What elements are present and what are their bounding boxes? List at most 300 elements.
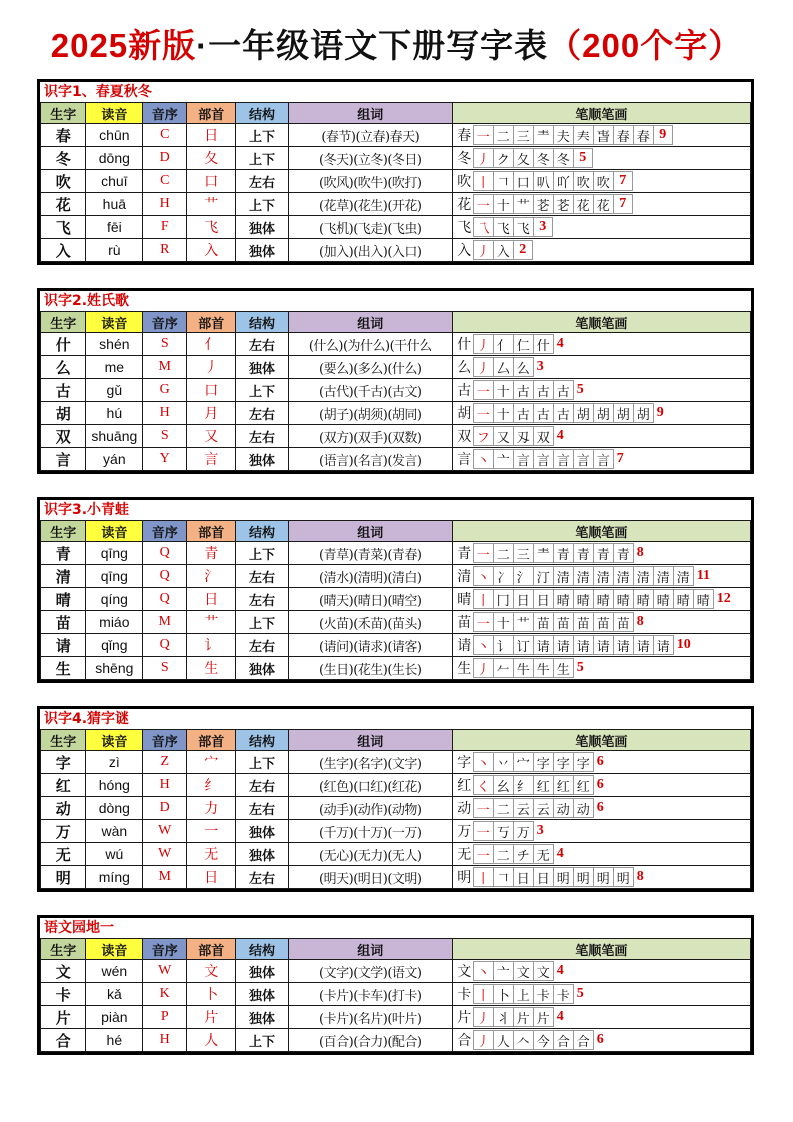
stroke-count: 9 xyxy=(653,125,673,145)
initial-cell: M xyxy=(143,866,187,889)
initial-cell: H xyxy=(143,402,187,425)
stroke-cell xyxy=(452,588,750,611)
table-row xyxy=(41,333,751,356)
table-row xyxy=(41,124,751,147)
stroke-cell xyxy=(452,797,750,820)
structure-cell: 独体 xyxy=(236,843,289,866)
initial-cell: Z xyxy=(143,751,187,774)
stroke-count: 4 xyxy=(556,846,564,861)
stroke-lead-char: 生 xyxy=(457,661,472,677)
stroke-step-box: 言 xyxy=(513,449,534,469)
stroke-step-box: 请 xyxy=(633,635,654,655)
initial-cell: R xyxy=(143,239,187,262)
structure-cell: 左右 xyxy=(236,774,289,797)
stroke-cell xyxy=(452,333,750,356)
char-cell: 么 xyxy=(41,356,86,379)
stroke-step-box: 清 xyxy=(613,566,634,586)
column-header-pinyin: 读音 xyxy=(86,730,143,751)
stroke-step-box: 云 xyxy=(533,798,554,818)
section-title: 识字4.猜字谜 xyxy=(44,711,130,727)
words-cell: (加入)(出入)(入口) xyxy=(288,239,452,262)
column-header-radical: 部首 xyxy=(187,939,236,960)
pinyin-cell: míng xyxy=(86,866,143,889)
initial-cell: H xyxy=(143,193,187,216)
stroke-step-box: 芲 xyxy=(553,194,574,214)
stroke-step-box: 日 xyxy=(533,867,554,887)
stroke-step-box: 么 xyxy=(513,357,534,377)
stroke-step-box: 红 xyxy=(553,775,574,795)
table-row xyxy=(41,657,751,680)
section-card xyxy=(37,497,754,683)
header-row xyxy=(41,730,751,751)
structure-cell: 上下 xyxy=(236,751,289,774)
character-table xyxy=(40,311,751,471)
stroke-step-box: 冫 xyxy=(493,566,514,586)
stroke-lead-char: 言 xyxy=(457,452,472,468)
stroke-step-box: 上 xyxy=(513,984,534,1004)
pinyin-cell: rù xyxy=(86,239,143,262)
table-row xyxy=(41,751,751,774)
table-row xyxy=(41,356,751,379)
section-card xyxy=(37,79,754,265)
table-row xyxy=(41,797,751,820)
column-header-initial: 音序 xyxy=(143,312,187,333)
stroke-step-box: 丿 xyxy=(473,334,494,354)
radical-cell: 艹 xyxy=(187,193,236,216)
radical-cell: 口 xyxy=(187,379,236,402)
radical-cell: 日 xyxy=(187,124,236,147)
column-header-char: 生字 xyxy=(41,103,86,124)
stroke-step-box: 龶 xyxy=(533,543,554,563)
column-header-initial: 音序 xyxy=(143,103,187,124)
stroke-lead-char: 无 xyxy=(457,847,472,863)
stroke-count: 2 xyxy=(513,240,533,260)
pinyin-cell: dòng xyxy=(86,797,143,820)
stroke-lead-char: 合 xyxy=(457,1033,472,1049)
stroke-step-box: 冂 xyxy=(493,589,514,609)
stroke-step-box: 请 xyxy=(533,635,554,655)
header-row xyxy=(41,103,751,124)
stroke-lead-char: 双 xyxy=(457,429,472,445)
words-cell: (胡子)(胡须)(胡同) xyxy=(288,402,452,425)
stroke-lead-char: 字 xyxy=(457,755,472,771)
stroke-step-box: 卡 xyxy=(533,984,554,1004)
stroke-step-box: 春 xyxy=(633,125,654,145)
section-card xyxy=(37,915,754,1055)
structure-cell: 左右 xyxy=(236,333,289,356)
table-row xyxy=(41,1029,751,1052)
words-cell: (古代)(千古)(古文) xyxy=(288,379,452,402)
stroke-step-box: 𡗗 xyxy=(573,125,594,145)
stroke-step-box: 动 xyxy=(553,798,574,818)
structure-cell: 左右 xyxy=(236,565,289,588)
stroke-step-box: 青 xyxy=(593,543,614,563)
stroke-step-box: 红 xyxy=(533,775,554,795)
stroke-step-box: 丨 xyxy=(473,984,494,1004)
table-row xyxy=(41,542,751,565)
stroke-step-box: 丶 xyxy=(473,961,494,981)
stroke-lead-char: 花 xyxy=(457,197,472,213)
stroke-step-box: 亠 xyxy=(493,961,514,981)
char-cell: 无 xyxy=(41,843,86,866)
char-cell: 卡 xyxy=(41,983,86,1006)
stroke-step-box: 片 xyxy=(533,1007,554,1027)
words-cell: (无心)(无力)(无人) xyxy=(288,843,452,866)
stroke-lead-char: 苗 xyxy=(457,615,472,631)
stroke-step-box: 请 xyxy=(613,635,634,655)
section-card xyxy=(37,706,754,892)
table-row xyxy=(41,634,751,657)
stroke-step-box: 十 xyxy=(493,403,514,423)
stroke-step-box: 冬 xyxy=(533,148,554,168)
radical-cell: 纟 xyxy=(187,774,236,797)
stroke-step-box: フ xyxy=(473,426,494,446)
character-table xyxy=(40,520,751,680)
pinyin-cell: qīng xyxy=(86,542,143,565)
stroke-step-box: 言 xyxy=(533,449,554,469)
column-header-structure: 结构 xyxy=(236,521,289,542)
words-cell: (冬天)(立冬)(冬日) xyxy=(288,147,452,170)
stroke-step-box: 一 xyxy=(473,380,494,400)
radical-cell: 氵 xyxy=(187,565,236,588)
stroke-step-box: 苗 xyxy=(533,612,554,632)
initial-cell: K xyxy=(143,983,187,1006)
character-table xyxy=(40,938,751,1052)
char-cell: 苗 xyxy=(41,611,86,634)
char-cell: 片 xyxy=(41,1006,86,1029)
stroke-count: 5 xyxy=(573,148,593,168)
pinyin-cell: fēi xyxy=(86,216,143,239)
table-row xyxy=(41,843,751,866)
stroke-step-box: 三 xyxy=(513,125,534,145)
stroke-step-box: 丿 xyxy=(473,240,494,260)
stroke-count: 8 xyxy=(636,614,644,629)
char-cell: 动 xyxy=(41,797,86,820)
stroke-cell xyxy=(452,402,750,425)
table-row xyxy=(41,170,751,193)
stroke-count: 8 xyxy=(636,545,644,560)
stroke-step-box: 日 xyxy=(513,589,534,609)
words-cell: (生字)(名字)(文字) xyxy=(288,751,452,774)
stroke-step-box: 丿 xyxy=(473,658,494,678)
table-row xyxy=(41,239,751,262)
stroke-step-box: 字 xyxy=(573,752,594,772)
stroke-step-box: 一 xyxy=(473,543,494,563)
column-header-words: 组词 xyxy=(288,521,452,542)
words-cell: (双方)(双手)(双数) xyxy=(288,425,452,448)
char-cell: 春 xyxy=(41,124,86,147)
stroke-step-box: 芲 xyxy=(533,194,554,214)
pinyin-cell: dōng xyxy=(86,147,143,170)
stroke-step-box: 艹 xyxy=(513,612,534,632)
column-header-pinyin: 读音 xyxy=(86,103,143,124)
column-header-char: 生字 xyxy=(41,730,86,751)
stroke-step-box: 丬 xyxy=(493,1007,514,1027)
radical-cell: 讠 xyxy=(187,634,236,657)
stroke-step-box: 丶 xyxy=(473,566,494,586)
stroke-step-box: 清 xyxy=(633,566,654,586)
radical-cell: 艹 xyxy=(187,611,236,634)
stroke-step-box: 口 xyxy=(513,171,534,191)
stroke-step-box: 古 xyxy=(553,380,574,400)
title-main: ·一年级语文下册写字表 xyxy=(196,27,549,64)
stroke-cell xyxy=(452,634,750,657)
table-row xyxy=(41,565,751,588)
stroke-count: 5 xyxy=(576,986,584,1001)
stroke-step-box: 龶 xyxy=(533,125,554,145)
stroke-step-box: 古 xyxy=(533,380,554,400)
stroke-count: 4 xyxy=(556,428,564,443)
stroke-step-box: 云 xyxy=(513,798,534,818)
pinyin-cell: chūn xyxy=(86,124,143,147)
radical-cell: 丿 xyxy=(187,356,236,379)
structure-cell: 左右 xyxy=(236,634,289,657)
pinyin-cell: shén xyxy=(86,333,143,356)
words-cell: (火苗)(禾苗)(苗头) xyxy=(288,611,452,634)
title-edition: 2025新版 xyxy=(50,27,197,64)
pinyin-cell: wàn xyxy=(86,820,143,843)
stroke-lead-char: 明 xyxy=(457,870,472,886)
stroke-step-box: 丿 xyxy=(473,357,494,377)
column-header-radical: 部首 xyxy=(187,103,236,124)
char-cell: 什 xyxy=(41,333,86,356)
structure-cell: 上下 xyxy=(236,193,289,216)
stroke-step-box: 汀 xyxy=(533,566,554,586)
stroke-step-box: 又 xyxy=(493,426,514,446)
pinyin-cell: qǐng xyxy=(86,634,143,657)
words-cell: (飞机)(飞走)(飞虫) xyxy=(288,216,452,239)
initial-cell: Q xyxy=(143,634,187,657)
initial-cell: S xyxy=(143,425,187,448)
stroke-step-box: 言 xyxy=(573,449,594,469)
stroke-step-box: 言 xyxy=(593,449,614,469)
words-cell: (请问)(请求)(请客) xyxy=(288,634,452,657)
stroke-count: 6 xyxy=(596,777,604,792)
stroke-step-box: 古 xyxy=(533,403,554,423)
words-cell: (明天)(明日)(文明) xyxy=(288,866,452,889)
stroke-step-box: 丨 xyxy=(473,171,494,191)
initial-cell: W xyxy=(143,960,187,983)
stroke-lead-char: 吹 xyxy=(457,174,472,190)
initial-cell: M xyxy=(143,611,187,634)
stroke-count: 9 xyxy=(656,405,664,420)
radical-cell: 无 xyxy=(187,843,236,866)
char-cell: 入 xyxy=(41,239,86,262)
pinyin-cell: wén xyxy=(86,960,143,983)
stroke-step-box: 十 xyxy=(493,612,514,632)
stroke-lead-char: 春 xyxy=(457,128,472,144)
column-header-words: 组词 xyxy=(288,312,452,333)
stroke-cell xyxy=(452,193,750,216)
stroke-lead-char: 清 xyxy=(457,569,472,585)
stroke-cell xyxy=(452,448,750,471)
stroke-lead-char: 入 xyxy=(457,243,472,259)
stroke-step-box: 晴 xyxy=(593,589,614,609)
words-cell: (生日)(花生)(生长) xyxy=(288,657,452,680)
radical-cell: 卜 xyxy=(187,983,236,1006)
stroke-cell xyxy=(452,751,750,774)
stroke-step-box: 古 xyxy=(513,403,534,423)
pinyin-cell: zì xyxy=(86,751,143,774)
stroke-count: 8 xyxy=(636,869,644,884)
structure-cell: 上下 xyxy=(236,1029,289,1052)
table-row xyxy=(41,448,751,471)
char-cell: 双 xyxy=(41,425,86,448)
stroke-step-box: 飞 xyxy=(513,217,534,237)
stroke-lead-char: 万 xyxy=(457,824,472,840)
words-cell: (红色)(口红)(红花) xyxy=(288,774,452,797)
stroke-step-box: 亻 xyxy=(493,334,514,354)
stroke-step-box: 清 xyxy=(573,566,594,586)
stroke-step-box: 纟 xyxy=(513,775,534,795)
radical-cell: 文 xyxy=(187,960,236,983)
initial-cell: Q xyxy=(143,565,187,588)
stroke-step-box: 十 xyxy=(493,380,514,400)
pinyin-cell: chuī xyxy=(86,170,143,193)
stroke-step-box: 胡 xyxy=(573,403,594,423)
pinyin-cell: huā xyxy=(86,193,143,216)
table-row xyxy=(41,960,751,983)
stroke-cell xyxy=(452,960,750,983)
column-header-words: 组词 xyxy=(288,730,452,751)
stroke-lead-char: 卡 xyxy=(457,987,472,1003)
stroke-step-box: 片 xyxy=(513,1007,534,1027)
column-header-strokes: 笔顺笔画 xyxy=(452,730,750,751)
stroke-step-box: 人 xyxy=(493,1030,514,1050)
radical-cell: 口 xyxy=(187,170,236,193)
stroke-step-box: 晴 xyxy=(653,589,674,609)
stroke-step-box: 吹 xyxy=(593,171,614,191)
stroke-count: 5 xyxy=(576,382,584,397)
stroke-step-box: 请 xyxy=(653,635,674,655)
stroke-step-box: 二 xyxy=(493,798,514,818)
radical-cell: 青 xyxy=(187,542,236,565)
stroke-count: 4 xyxy=(556,336,564,351)
pinyin-cell: hé xyxy=(86,1029,143,1052)
stroke-step-box: 双 xyxy=(533,426,554,446)
pinyin-cell: wú xyxy=(86,843,143,866)
stroke-step-box: 丿 xyxy=(473,148,494,168)
stroke-step-box: 春 xyxy=(613,125,634,145)
stroke-step-box: 丶 xyxy=(473,449,494,469)
stroke-step-box: 讠 xyxy=(493,635,514,655)
stroke-step-box: 古 xyxy=(553,403,574,423)
stroke-step-box: 古 xyxy=(513,380,534,400)
column-header-initial: 音序 xyxy=(143,939,187,960)
stroke-step-box: 叭 xyxy=(533,171,554,191)
stroke-step-box: 飞 xyxy=(493,217,514,237)
radical-cell: 片 xyxy=(187,1006,236,1029)
stroke-step-box: 胡 xyxy=(593,403,614,423)
stroke-step-box: 青 xyxy=(553,543,574,563)
stroke-cell xyxy=(452,379,750,402)
initial-cell: D xyxy=(143,797,187,820)
structure-cell: 左右 xyxy=(236,797,289,820)
words-cell: (卡片)(名片)(叶片) xyxy=(288,1006,452,1029)
stroke-step-box: 二 xyxy=(493,125,514,145)
initial-cell: C xyxy=(143,170,187,193)
stroke-lead-char: 青 xyxy=(457,546,472,562)
column-header-initial: 音序 xyxy=(143,730,187,751)
stroke-step-box: 文 xyxy=(533,961,554,981)
radical-cell: 飞 xyxy=(187,216,236,239)
stroke-step-box: 丶 xyxy=(473,752,494,772)
stroke-step-box: 幺 xyxy=(493,775,514,795)
stroke-step-box: 氵 xyxy=(513,566,534,586)
structure-cell: 独体 xyxy=(236,1006,289,1029)
sections-container xyxy=(37,79,754,1055)
stroke-step-box: 胡 xyxy=(613,403,634,423)
char-cell: 明 xyxy=(41,866,86,889)
stroke-cell xyxy=(452,425,750,448)
stroke-cell xyxy=(452,820,750,843)
stroke-lead-char: 动 xyxy=(457,801,472,817)
stroke-step-box: 文 xyxy=(513,961,534,981)
stroke-step-box: 夂 xyxy=(513,148,534,168)
title-count: （200个字） xyxy=(548,27,743,64)
stroke-step-box: 丿 xyxy=(473,1030,494,1050)
stroke-step-box: 仁 xyxy=(513,334,534,354)
stroke-step-box: 夫 xyxy=(553,125,574,145)
char-cell: 合 xyxy=(41,1029,86,1052)
pinyin-cell: qíng xyxy=(86,588,143,611)
structure-cell: 上下 xyxy=(236,542,289,565)
char-cell: 吹 xyxy=(41,170,86,193)
initial-cell: H xyxy=(143,1029,187,1052)
words-cell: (文字)(文学)(语文) xyxy=(288,960,452,983)
stroke-cell xyxy=(452,147,750,170)
stroke-step-box: 苗 xyxy=(593,612,614,632)
stroke-lead-char: 什 xyxy=(457,337,472,353)
section-title: 识字1、春夏秋冬 xyxy=(44,84,152,100)
char-cell: 花 xyxy=(41,193,86,216)
section-title: 语文园地一 xyxy=(44,920,114,936)
stroke-cell xyxy=(452,542,750,565)
column-header-strokes: 笔顺笔画 xyxy=(452,103,750,124)
pinyin-cell: shēng xyxy=(86,657,143,680)
column-header-strokes: 笔顺笔画 xyxy=(452,939,750,960)
stroke-step-box: 生 xyxy=(553,658,574,678)
stroke-step-box: 一 xyxy=(473,125,494,145)
stroke-step-box: 一 xyxy=(473,844,494,864)
structure-cell: 上下 xyxy=(236,147,289,170)
table-row xyxy=(41,611,751,634)
column-header-pinyin: 读音 xyxy=(86,312,143,333)
structure-cell: 左右 xyxy=(236,425,289,448)
char-cell: 飞 xyxy=(41,216,86,239)
char-cell: 胡 xyxy=(41,402,86,425)
stroke-step-box: 𠃍 xyxy=(493,171,514,191)
stroke-cell xyxy=(452,1006,750,1029)
stroke-count: 6 xyxy=(596,800,604,815)
column-header-structure: 结构 xyxy=(236,103,289,124)
radical-cell: 力 xyxy=(187,797,236,820)
structure-cell: 左右 xyxy=(236,402,289,425)
stroke-count: 3 xyxy=(536,359,544,374)
structure-cell: 左右 xyxy=(236,588,289,611)
stroke-step-box: 晴 xyxy=(573,589,594,609)
stroke-step-box: 请 xyxy=(593,635,614,655)
stroke-count: 5 xyxy=(576,660,584,675)
char-cell: 生 xyxy=(41,657,86,680)
stroke-lead-char: 片 xyxy=(457,1010,472,1026)
stroke-cell xyxy=(452,657,750,680)
radical-cell: 日 xyxy=(187,866,236,889)
stroke-step-box: 刄 xyxy=(513,426,534,446)
initial-cell: G xyxy=(143,379,187,402)
char-cell: 言 xyxy=(41,448,86,471)
structure-cell: 独体 xyxy=(236,820,289,843)
